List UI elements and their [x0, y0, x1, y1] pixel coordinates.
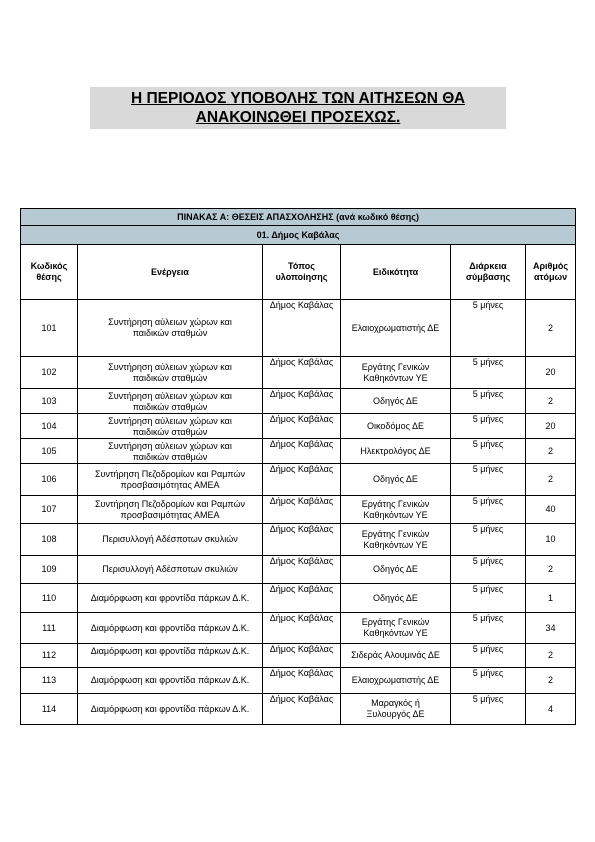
cell-line-spec1: Οικοδόμος ΔΕ [367, 420, 424, 431]
table-row [21, 300, 576, 357]
cell-code: 106 [21, 464, 78, 496]
cell-line-act1: Διαμόρφωση και φροντίδα πάρκων Δ.Κ. [90, 675, 250, 685]
cell-count: 4 [526, 694, 576, 725]
cell-line-spec1: Εργάτης Γενικών [361, 361, 430, 372]
cell-specialty [341, 644, 451, 668]
cell-specialty [341, 357, 451, 389]
cell-place: Δήμος Καβάλας [263, 556, 341, 584]
cell-line-spec2: Καθηκόντων ΥΕ [363, 509, 428, 520]
cell-line-spec1: Σιδεράς Αλουμινάς ΔΕ [351, 650, 440, 660]
cell-place: Δήμος Καβάλας [263, 439, 341, 464]
table-row [21, 389, 576, 414]
cell-count: 10 [526, 524, 576, 556]
cell-duration: 5 μήνες [451, 584, 526, 613]
cell-line-spec2: Ξυλουργός ΔΕ [366, 709, 425, 719]
cell-line-act1: Συντήρηση αύλειων χώρων και [108, 391, 232, 401]
cell-duration: 5 μήνες [451, 668, 526, 694]
cell-line-spec2: Καθηκόντων ΥΕ [363, 539, 428, 550]
cell-line-act1: Περισυλλογή Αδέσποτων σκυλιών [102, 534, 238, 544]
cell-specialty [341, 613, 451, 644]
cell-activity [78, 524, 263, 556]
header-specialty: Ειδικότητα [341, 245, 451, 300]
table-row [21, 694, 576, 725]
cell-count: 2 [526, 439, 576, 464]
cell-line-act1: Συντήρηση αύλειων χώρων και [108, 441, 232, 451]
cell-line-spec1: Ελαιοχρωματιστής ΔΕ [351, 322, 440, 333]
cell-line-act1: Συντήρηση Πεζοδρομίων και Ραμπών [94, 498, 246, 509]
cell-activity [78, 300, 263, 357]
cell-line-spec1: Οδηγός ΔΕ [373, 564, 418, 574]
cell-duration: 5 μήνες [451, 694, 526, 725]
table-row [21, 357, 576, 389]
header-count: Αριθμός ατόμων [526, 245, 576, 300]
cell-count: 20 [526, 414, 576, 439]
cell-line-act2: παιδικών σταθμών [132, 402, 208, 412]
cell-line-spec1: Μαραγκός ή [371, 698, 420, 708]
cell-duration: 5 μήνες [451, 556, 526, 584]
cell-count: 2 [526, 389, 576, 414]
cell-line-act1: Διαμόρφωση και φροντίδα πάρκων Δ.Κ. [90, 622, 250, 633]
cell-duration: 5 μήνες [451, 644, 526, 668]
table-row [21, 556, 576, 584]
cell-duration: 5 μήνες [451, 439, 526, 464]
cell-line-act2: προσβασιμότητας ΑΜΕΑ [120, 509, 220, 520]
cell-count: 40 [526, 496, 576, 524]
cell-specialty [341, 668, 451, 694]
cell-line-act1: Συντήρηση αύλειων χώρων και [108, 317, 232, 327]
cell-code: 108 [21, 524, 78, 556]
cell-line-spec1: Οδηγός ΔΕ [373, 395, 418, 406]
cell-activity [78, 389, 263, 414]
cell-specialty [341, 439, 451, 464]
table-title-row [21, 209, 576, 226]
table-row [21, 464, 576, 496]
cell-line-act1: Περισυλλογή Αδέσποτων σκυλιών [102, 564, 238, 574]
cell-line-act1: Διαμόρφωση και φροντίδα πάρκων Δ.Κ. [90, 703, 250, 714]
cell-line-act2: παιδικών σταθμών [132, 328, 208, 338]
table-row [21, 524, 576, 556]
cell-place: Δήμος Καβάλας [263, 644, 341, 668]
cell-place: Δήμος Καβάλας [263, 357, 341, 389]
cell-count: 20 [526, 357, 576, 389]
cell-place: Δήμος Καβάλας [263, 584, 341, 613]
cell-count: 34 [526, 613, 576, 644]
cell-activity [78, 464, 263, 496]
cell-specialty [341, 694, 451, 725]
cell-line-act2: προσβασιμότητας ΑΜΕΑ [120, 479, 220, 490]
cell-place: Δήμος Καβάλας [263, 613, 341, 644]
cell-code: 111 [21, 613, 78, 644]
cell-code: 109 [21, 556, 78, 584]
cell-code: 105 [21, 439, 78, 464]
cell-place: Δήμος Καβάλας [263, 524, 341, 556]
cell-place: Δήμος Καβάλας [263, 694, 341, 725]
cell-code: 107 [21, 496, 78, 524]
cell-activity [78, 496, 263, 524]
cell-line-act2: παιδικών σταθμών [132, 372, 208, 383]
table-row [21, 414, 576, 439]
cell-line-act1: Συντήρηση Πεζοδρομίων και Ραμπών [94, 468, 246, 479]
table-row [21, 613, 576, 644]
cell-line-act1: Συντήρηση αύλειων χώρων και [108, 416, 232, 426]
cell-place: Δήμος Καβάλας [263, 300, 341, 357]
cell-duration: 5 μήνες [451, 613, 526, 644]
cell-place: Δήμος Καβάλας [263, 496, 341, 524]
cell-count: 2 [526, 556, 576, 584]
cell-line-spec1: Εργάτης Γενικών [361, 498, 430, 509]
table-header-row [21, 245, 576, 300]
table-row [21, 439, 576, 464]
cell-line-spec1: Εργάτης Γενικών [361, 528, 430, 539]
cell-duration: 5 μήνες [451, 357, 526, 389]
cell-code: 101 [21, 300, 78, 357]
cell-line-spec1: Ηλεκτρολόγος ΔΕ [360, 445, 431, 456]
cell-specialty [341, 496, 451, 524]
cell-specialty [341, 300, 451, 357]
table-row [21, 584, 576, 613]
cell-count: 2 [526, 668, 576, 694]
cell-code: 114 [21, 694, 78, 725]
cell-line-spec2: Καθηκόντων ΥΕ [363, 372, 428, 383]
cell-specialty [341, 524, 451, 556]
header-activity: Ενέργεια [78, 245, 263, 300]
cell-line-spec1: Οδηγός ΔΕ [373, 592, 418, 603]
cell-activity [78, 556, 263, 584]
cell-line-spec1: Οδηγός ΔΕ [373, 474, 418, 484]
cell-count: 2 [526, 300, 576, 357]
cell-line-spec1: Ελαιοχρωματιστής ΔΕ [351, 675, 440, 685]
cell-code: 104 [21, 414, 78, 439]
cell-specialty [341, 414, 451, 439]
table-title: ΠΙΝΑΚΑΣ Α: ΘΕΣΕΙΣ ΑΠΑΣΧΟΛΗΣΗΣ (ανά κωδικό θέσης) [21, 209, 576, 226]
cell-line-act2: παιδικών σταθμών [132, 427, 208, 437]
notice-line-2: ΑΝΑΚΟΙΝΩΘΕΙ ΠΡΟΣΕΧΩΣ. [195, 109, 401, 126]
header-code: Κωδικός θέσης [21, 245, 78, 300]
cell-activity [78, 414, 263, 439]
cell-duration: 5 μήνες [451, 300, 526, 357]
table-row [21, 496, 576, 524]
table-body [21, 300, 576, 725]
cell-code: 110 [21, 584, 78, 613]
positions-table [20, 208, 576, 725]
cell-place: Δήμος Καβάλας [263, 668, 341, 694]
cell-line-spec1: Εργάτης Γενικών [361, 617, 430, 627]
cell-line-spec2: Καθηκόντων ΥΕ [363, 628, 428, 638]
cell-activity [78, 439, 263, 464]
cell-duration: 5 μήνες [451, 496, 526, 524]
cell-specialty [341, 389, 451, 414]
application-period-notice [90, 87, 506, 129]
cell-line-act2: παιδικών σταθμών [132, 452, 208, 462]
cell-place: Δήμος Καβάλας [263, 414, 341, 439]
cell-code: 103 [21, 389, 78, 414]
cell-duration: 5 μήνες [451, 389, 526, 414]
cell-activity [78, 644, 263, 668]
table-row [21, 644, 576, 668]
cell-count: 2 [526, 464, 576, 496]
cell-specialty [341, 584, 451, 613]
cell-line-act1: Συντήρηση αύλειων χώρων και [108, 361, 232, 372]
cell-activity [78, 694, 263, 725]
cell-duration: 5 μήνες [451, 524, 526, 556]
cell-duration: 5 μήνες [451, 414, 526, 439]
cell-activity [78, 584, 263, 613]
cell-code: 112 [21, 644, 78, 668]
header-duration: Διάρκεια σύμβασης [451, 245, 526, 300]
cell-code: 102 [21, 357, 78, 389]
notice-line-1: Η ΠΕΡΙΟΔΟΣ ΥΠΟΒΟΛΗΣ ΤΩΝ ΑΙΤΗΣΕΩΝ ΘΑ [130, 90, 466, 107]
header-place: Τόπος υλοποίησης [263, 245, 341, 300]
table-row [21, 668, 576, 694]
cell-code: 113 [21, 668, 78, 694]
cell-activity [78, 613, 263, 644]
cell-activity [78, 357, 263, 389]
cell-specialty [341, 556, 451, 584]
cell-count: 1 [526, 584, 576, 613]
cell-activity [78, 668, 263, 694]
cell-duration: 5 μήνες [451, 464, 526, 496]
cell-count: 2 [526, 644, 576, 668]
cell-place: Δήμος Καβάλας [263, 464, 341, 496]
cell-line-act1: Διαμόρφωση και φροντίδα πάρκων Δ.Κ. [90, 646, 250, 656]
cell-place: Δήμος Καβάλας [263, 389, 341, 414]
cell-specialty [341, 464, 451, 496]
municipality-group: 01. Δήμος Καβάλας [21, 226, 576, 245]
table-group-row [21, 226, 576, 245]
cell-line-act1: Διαμόρφωση και φροντίδα πάρκων Δ.Κ. [90, 592, 250, 603]
